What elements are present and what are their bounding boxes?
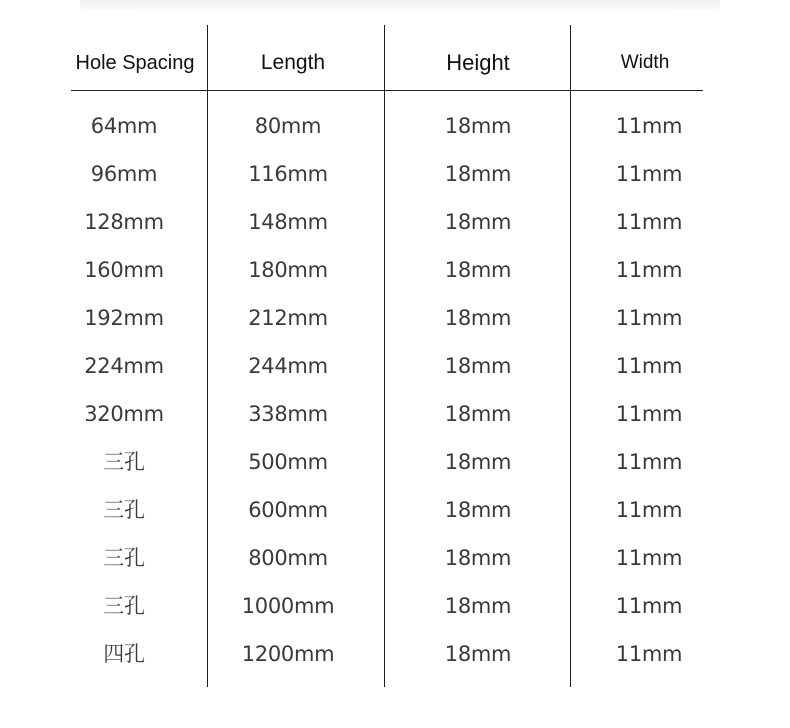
length-cell: 244mm (248, 354, 328, 378)
height-cell: 18mm (444, 114, 512, 138)
hole-spacing-cell: 320mm (84, 402, 164, 426)
width-cell: 11mm (615, 354, 683, 378)
height-cell: 18mm (444, 306, 512, 330)
hole-spacing-cell: 192mm (84, 306, 164, 330)
length-cell: 1200mm (241, 642, 335, 666)
length-cell: 1000mm (241, 594, 335, 618)
table-row (0, 534, 790, 582)
length-cell: 80mm (254, 114, 322, 138)
hole-spacing-cell: 三孔 (103, 546, 145, 570)
width-cell: 11mm (615, 594, 683, 618)
height-cell: 18mm (444, 546, 512, 570)
width-cell: 11mm (615, 162, 683, 186)
hole-spacing-cell: 160mm (84, 258, 164, 282)
length-cell: 600mm (248, 498, 328, 522)
height-cell: 18mm (444, 354, 512, 378)
height-cell: 18mm (444, 450, 512, 474)
table-row (0, 102, 790, 150)
height-cell: 18mm (444, 210, 512, 234)
hole-spacing-cell: 224mm (84, 354, 164, 378)
table-row (0, 630, 790, 678)
length-cell: 180mm (248, 258, 328, 282)
length-cell: 148mm (248, 210, 328, 234)
height-cell: 18mm (444, 498, 512, 522)
height-cell: 18mm (444, 162, 512, 186)
hole-spacing-cell: 96mm (90, 162, 158, 186)
hole-spacing-cell: 三孔 (103, 498, 145, 522)
header-height: Height (446, 50, 510, 75)
hole-spacing-cell: 64mm (90, 114, 158, 138)
table-row (0, 582, 790, 630)
length-cell: 338mm (248, 402, 328, 426)
table-row (0, 246, 790, 294)
table-row (0, 294, 790, 342)
length-cell: 116mm (248, 162, 328, 186)
hole-spacing-cell: 三孔 (103, 594, 145, 618)
width-cell: 11mm (615, 306, 683, 330)
height-cell: 18mm (444, 258, 512, 282)
width-cell: 11mm (615, 114, 683, 138)
table-row (0, 486, 790, 534)
width-cell: 11mm (615, 642, 683, 666)
header-divider (71, 90, 703, 91)
length-cell: 212mm (248, 306, 328, 330)
table-row (0, 390, 790, 438)
header-hole-spacing: Hole Spacing (75, 52, 195, 74)
header-length: Length (260, 51, 326, 74)
width-cell: 11mm (615, 210, 683, 234)
hole-spacing-cell: 128mm (84, 210, 164, 234)
length-cell: 500mm (248, 450, 328, 474)
hole-spacing-cell: 四孔 (103, 642, 145, 666)
width-cell: 11mm (615, 546, 683, 570)
top-shadow (80, 0, 720, 14)
height-cell: 18mm (444, 402, 512, 426)
width-cell: 11mm (615, 402, 683, 426)
table-row (0, 342, 790, 390)
height-cell: 18mm (444, 642, 512, 666)
width-cell: 11mm (615, 498, 683, 522)
width-cell: 11mm (615, 258, 683, 282)
hole-spacing-cell: 三孔 (103, 450, 145, 474)
table-header (0, 40, 790, 86)
length-cell: 800mm (248, 546, 328, 570)
header-width: Width (620, 52, 670, 73)
table-body (0, 102, 790, 678)
height-cell: 18mm (444, 594, 512, 618)
width-cell: 11mm (615, 450, 683, 474)
table-row (0, 198, 790, 246)
table-row (0, 150, 790, 198)
table-row (0, 438, 790, 486)
